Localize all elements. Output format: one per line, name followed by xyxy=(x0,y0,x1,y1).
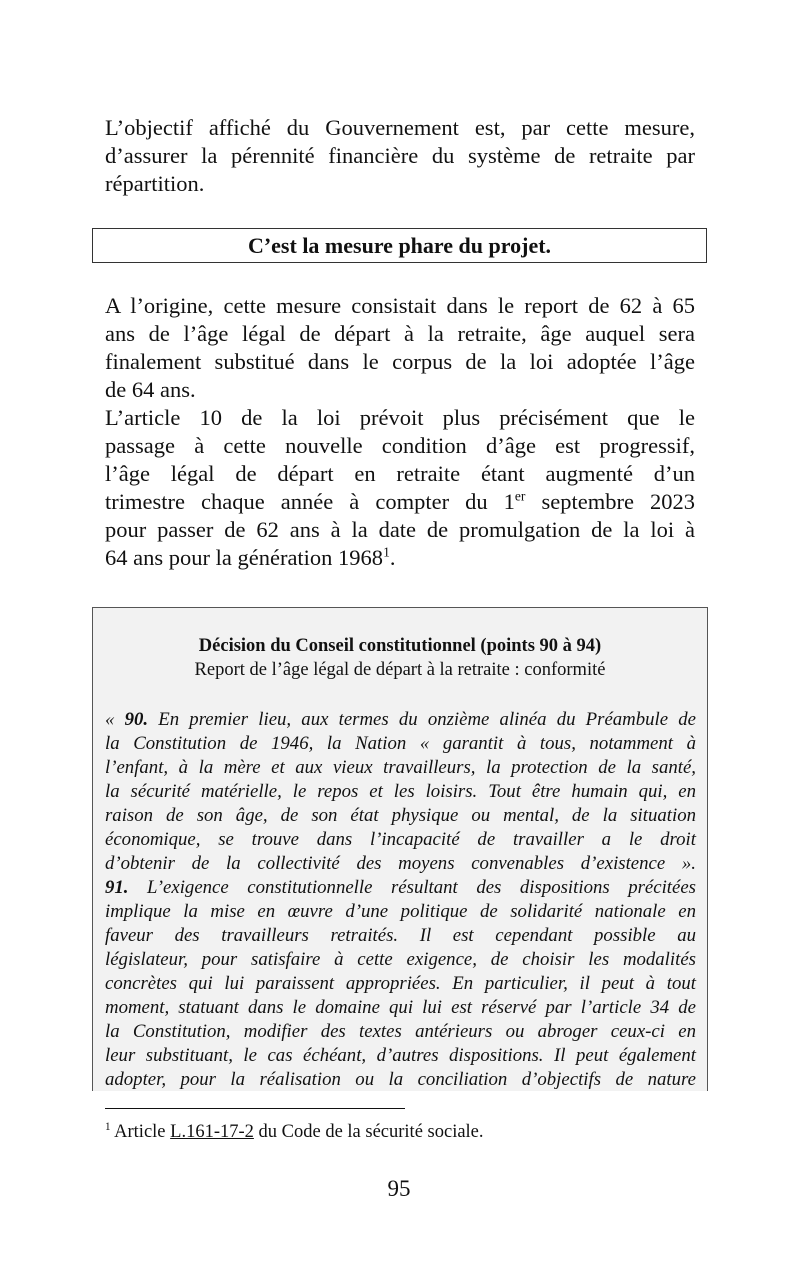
line-text: l’âge légal de départ en retraite étant augmenté d’un xyxy=(105,461,695,486)
decision-quote xyxy=(105,708,696,1092)
text-line xyxy=(105,460,695,488)
quote-mark: « xyxy=(105,709,125,730)
footnote-number: 1 xyxy=(105,1120,111,1133)
line-text: la Constitution, modifier des textes antérieurs ou abroger ceux-ci en xyxy=(105,1021,696,1042)
callout-text: C’est la mesure phare du projet. xyxy=(247,233,552,258)
line-text: L’article 10 de la loi prévoit plus précisément que le xyxy=(105,405,695,430)
text-line xyxy=(105,544,695,572)
line-text: En premier lieu, aux termes du onzième alinéa du Préambule de xyxy=(148,709,696,730)
quote-line xyxy=(105,708,696,732)
line-text: de 64 ans. xyxy=(105,377,196,402)
point-number: 91. xyxy=(105,877,129,898)
line-text: L’exigence constitutionnelle résultant des dispositions précitées xyxy=(128,877,696,898)
text-line: d’assurer la pérennité financière du système de retraite par xyxy=(105,143,695,168)
quote-line xyxy=(105,732,696,756)
line-text: pour passer de 62 ans à la date de promulgation de la loi à xyxy=(105,517,695,542)
text-line xyxy=(105,292,695,320)
footnote xyxy=(105,1122,484,1143)
callout-box xyxy=(92,228,707,263)
line-text-after: septembre 2023 xyxy=(525,489,695,514)
line-text: trimestre chaque année à compter du 1 xyxy=(105,489,515,514)
quote-line xyxy=(105,1068,696,1092)
line-text: faveur des travailleurs retraités. Il est cependant possible au xyxy=(105,925,696,946)
decision-heading: Décision du Conseil constitutionnel (points 90 à 94) xyxy=(198,636,602,656)
line-text: moment, statuant dans le domaine qui lui est réservé par l’article 34 de xyxy=(105,997,696,1018)
line-text: leur substituant, le cas échéant, d’autres dispositions. Il peut également xyxy=(105,1045,696,1066)
text-line xyxy=(105,348,695,376)
page-number: 95 xyxy=(387,1176,411,1201)
quote-line xyxy=(105,1044,696,1068)
line-text: l’enfant, à la mère et aux vieux travailleurs, la protection de la santé, xyxy=(105,757,696,778)
quote-line xyxy=(105,852,696,876)
line-text: passage à cette nouvelle condition d’âge est progressif, xyxy=(105,433,695,458)
superscript: 1 xyxy=(383,544,390,560)
quote-line xyxy=(105,972,696,996)
quote-line xyxy=(105,828,696,852)
superscript: er xyxy=(514,488,526,504)
text-line xyxy=(105,488,695,516)
line-text: A l’origine, cette mesure consistait dans le report de 62 à 65 xyxy=(105,293,695,318)
line-text-after: . xyxy=(389,545,396,570)
text-line xyxy=(105,516,695,544)
quote-line xyxy=(105,876,696,900)
footnote-suffix: du Code de la sécurité sociale. xyxy=(253,1122,484,1142)
quote-line xyxy=(105,804,696,828)
quote-line xyxy=(105,924,696,948)
decision-box xyxy=(92,607,708,1091)
line-text: concrètes qui lui paraissent appropriées. En particulier, il peut à tout xyxy=(105,973,696,994)
line-text: la sécurité matérielle, le repos et les loisirs. Tout être humain qui, en xyxy=(105,781,696,802)
text-line xyxy=(105,320,695,348)
text-line: L’objectif affiché du Gouvernement est, par cette mesure, xyxy=(105,115,695,140)
text-line xyxy=(105,404,695,432)
footnote-prefix: Article xyxy=(110,1122,171,1142)
quote-line xyxy=(105,900,696,924)
line-text: finalement substitué dans le corpus de la loi adoptée l’âge xyxy=(105,349,695,374)
text-line xyxy=(105,432,695,460)
decision-subheading: Report de l’âge légal de départ à la retraite : conformité xyxy=(194,660,606,680)
line-text: législateur, pour satisfaire à cette exigence, de choisir les modalités xyxy=(105,949,696,970)
line-text: adopter, pour la réalisation ou la conciliation d’objectifs de nature xyxy=(105,1069,696,1090)
line-text: implique la mise en œuvre d’une politique de solidarité nationale en xyxy=(105,901,696,922)
quote-line xyxy=(105,948,696,972)
point-number: 90. xyxy=(124,709,149,730)
line-text: 64 ans pour la génération 1968 xyxy=(105,545,384,570)
line-text: ans de l’âge légal de départ à la retraite, âge auquel sera xyxy=(105,321,695,346)
footnote-separator xyxy=(105,1108,405,1109)
line-text: raison de son âge, de son état physique ou mental, de la situation xyxy=(105,805,696,826)
paragraph-objective xyxy=(105,114,695,198)
quote-line xyxy=(105,756,696,780)
footnote-link[interactable]: L.161-17-2 xyxy=(170,1122,254,1142)
line-text: la Constitution de 1946, la Nation « garantit à tous, notamment à xyxy=(105,733,696,754)
text-line xyxy=(105,376,695,404)
line-text: économique, se trouve dans l’incapacité de travailler a le droit xyxy=(105,829,696,850)
quote-line xyxy=(105,996,696,1020)
paragraph-measure xyxy=(105,292,695,572)
quote-line xyxy=(105,780,696,804)
text-line: répartition. xyxy=(105,171,205,196)
quote-line xyxy=(105,1020,696,1044)
line-text: d’obtenir de la collectivité des moyens convenables d’existence ». xyxy=(105,853,696,874)
